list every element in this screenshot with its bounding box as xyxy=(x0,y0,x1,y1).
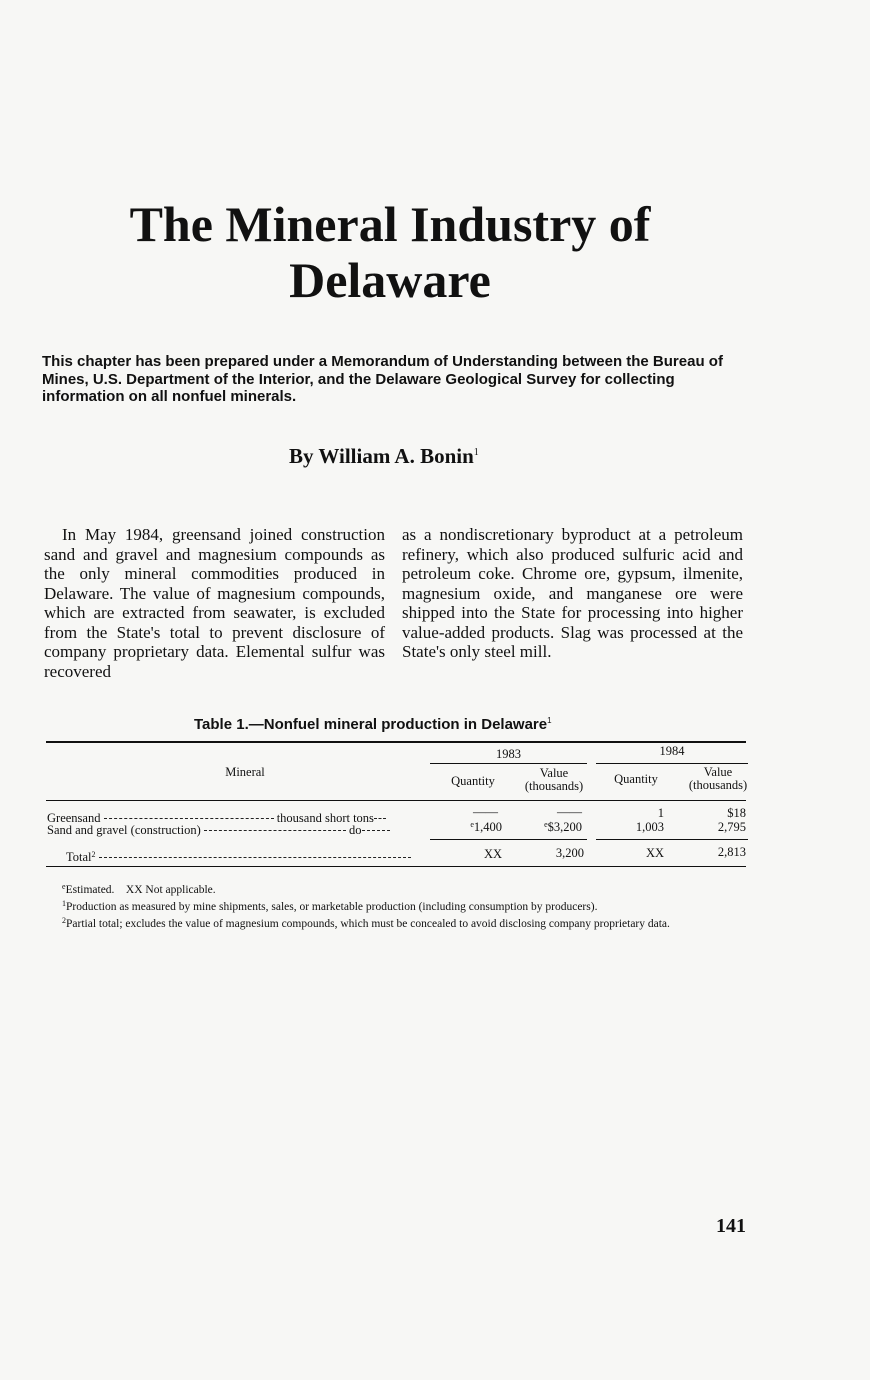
header-quantity-1984: Quantity xyxy=(614,772,658,786)
table-footnotes xyxy=(48,880,748,931)
total-quantity-1983: XX xyxy=(483,847,502,861)
footnote-text: Production as measured by mine shipments, sales, or marketable production (including consumption by producers). xyxy=(66,901,598,913)
header-value-1983-line1: Value xyxy=(539,766,569,780)
intro-paragraph: This chapter has been prepared under a Memorandum of Understanding between the Bureau of Mines, U.S. Department of the Interior, and the Delaware Geological Survey for collecting information on all nonfuel minerals. xyxy=(42,353,723,405)
year-1984-rule xyxy=(596,763,748,764)
table-caption-note: 1 xyxy=(547,716,552,725)
page-number: 141 xyxy=(716,1215,746,1237)
total-top-rule-right xyxy=(596,839,748,840)
header-value-1984-line1: Value xyxy=(703,765,733,779)
row-mineral: Greensand xyxy=(47,811,101,825)
estimated-mark: e xyxy=(470,820,474,829)
cell-quantity-1984: 1,003 xyxy=(635,820,664,834)
leader-dots xyxy=(104,818,274,819)
table-bottom-rule xyxy=(46,866,746,867)
title-line-1: The Mineral Industry of xyxy=(129,196,651,252)
total-value-1984: 2,813 xyxy=(717,845,746,859)
cell-quantity-1983 xyxy=(440,820,502,835)
header-value-1984-line2: (thousands) xyxy=(688,778,748,792)
cell-value-1983: —— xyxy=(557,805,582,819)
footnote xyxy=(48,914,748,931)
row-mineral: Sand and gravel (construction) xyxy=(47,823,201,837)
table-caption xyxy=(194,716,552,733)
leader-dots xyxy=(99,857,411,858)
leader-dots xyxy=(204,830,346,831)
footnote xyxy=(48,897,748,914)
footnote-text: Partial total; excludes the value of magnesium compounds, which must be concealed to avoid disclosing company proprietary data. xyxy=(66,918,670,930)
header-year-1984: 1984 xyxy=(659,744,685,758)
total-label: Total xyxy=(66,850,92,864)
total-value-1983: 3,200 xyxy=(555,846,584,860)
leader-dots xyxy=(362,830,390,831)
cell-value-1983-value: $3,200 xyxy=(547,820,582,834)
header-bottom-rule xyxy=(46,800,746,801)
table-row-label xyxy=(47,823,390,838)
title-line-2: Delaware xyxy=(289,252,491,308)
footnote-mark: e xyxy=(62,882,66,891)
byline xyxy=(289,444,479,469)
total-top-rule-left xyxy=(430,839,587,840)
estimated-mark: e xyxy=(544,820,548,829)
cell-quantity-1983-value: 1,400 xyxy=(473,820,502,834)
cell-quantity-1983: —— xyxy=(473,805,498,819)
row-unit: thousand short tons xyxy=(276,811,374,825)
body-column-left: In May 1984, greensand joined construction sand and gravel and magnesium compounds as the only mineral commodities produced in Delaware. The value of magnesium compounds, which are extracted from seawater, is excluded from the State's total to prevent disclosure of company proprietary data. Elemental sulfur was recovered xyxy=(44,525,385,681)
row-unit: do xyxy=(349,823,362,837)
header-value-1983-line2: (thousands) xyxy=(524,779,584,793)
table-total-label xyxy=(66,850,411,865)
header-quantity-1983: Quantity xyxy=(451,774,495,788)
page-title xyxy=(0,196,780,308)
header-mineral: Mineral xyxy=(225,765,265,779)
footnote-mark: 2 xyxy=(62,916,66,925)
total-footnote-mark: 2 xyxy=(91,850,96,859)
table-caption-text: Table 1.—Nonfuel mineral production in Delaware xyxy=(194,716,548,733)
byline-footnote-mark: 1 xyxy=(473,447,479,458)
total-quantity-1984: XX xyxy=(645,846,664,860)
cell-value-1984: $18 xyxy=(727,806,746,820)
cell-value-1983 xyxy=(510,820,582,835)
leader-dots xyxy=(374,818,386,819)
header-value-1983 xyxy=(514,767,594,793)
cell-quantity-1984: 1 xyxy=(657,806,664,820)
footnote-mark: 1 xyxy=(62,899,66,908)
year-1983-rule xyxy=(430,763,587,764)
header-value-1984 xyxy=(678,766,758,792)
table-top-rule xyxy=(46,741,746,743)
body-column-right: as a nondiscretionary byproduct at a petroleum refinery, which also produced sulfuric acid and petroleum coke. Chrome ore, gypsum, ilmenite, magnesium oxide, and manganese ore were shipped into the State for processing into higher value-added products. Slag was processed at the State's only steel mill. xyxy=(402,525,743,661)
byline-text: By William A. Bonin xyxy=(289,444,474,468)
cell-value-1984: 2,795 xyxy=(717,820,746,834)
footnote-text: Estimated. XX Not applicable. xyxy=(65,884,216,896)
header-year-1983: 1983 xyxy=(496,747,521,761)
footnote xyxy=(48,880,748,897)
